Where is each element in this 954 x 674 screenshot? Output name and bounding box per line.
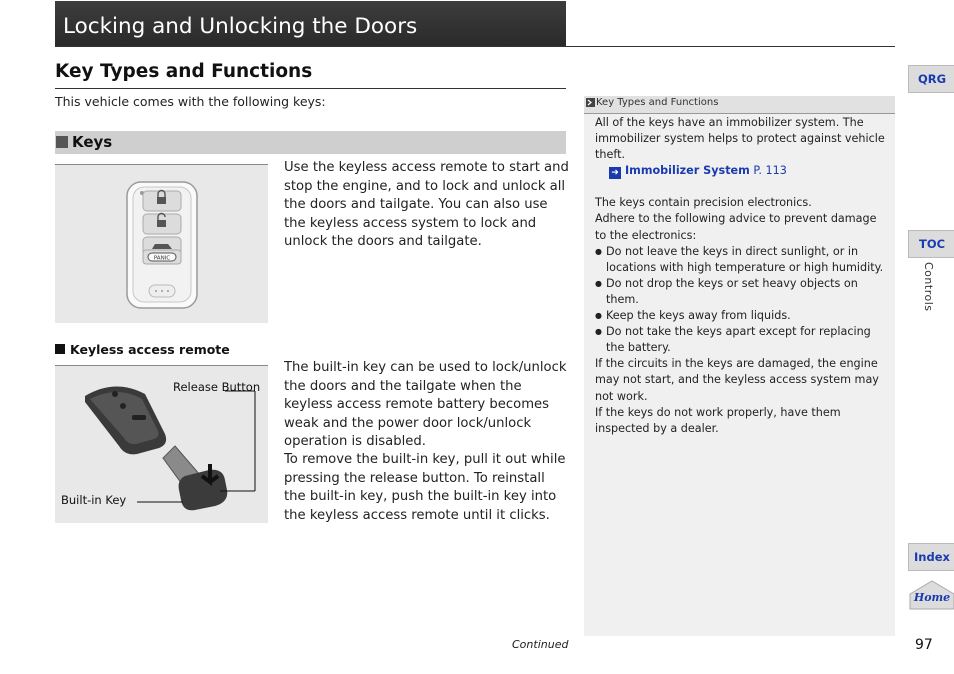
toc-tab[interactable]: TOC [908,230,954,258]
keys-heading-bar [55,131,566,154]
continued-indicator: Continued [512,638,569,651]
square-bullet-icon [55,344,65,354]
header-divider [55,46,895,47]
note-bullet: ● Do not take the keys apart except for replacing the battery. [595,324,887,356]
home-button[interactable] [908,580,954,610]
qrg-tab[interactable]: QRG [908,65,954,93]
note-bullet: ● Keep the keys away from liquids. [595,308,887,324]
side-note-heading: Key Types and Functions [596,97,719,108]
note-paragraph: If the keys do not work properly, have them inspected by a dealer. [595,405,841,435]
home-icon: Home [913,591,951,604]
reference-page[interactable]: P. 113 [753,164,787,178]
reference-arrow-icon: ➜ [609,167,621,179]
built-in-key-removal-instructions: To remove the built-in key, pull it out while pressing the release button. To reinstall the built-in key, push the built-in key into the keyless access remote until it clicks. [284,452,566,523]
chapter-side-label: Controls [922,262,935,312]
intro-text: This vehicle comes with the following keys: [55,94,326,109]
cross-reference[interactable] [595,163,887,179]
section-divider [55,88,566,89]
note-bullet: ● Do not leave the keys in direct sunlight, or in locations with high temperature or high humidity. [595,244,887,276]
keys-heading: Keys [72,133,113,151]
chapter-title: Locking and Unlocking the Doors [63,14,418,39]
note-bullet: ● Do not drop the keys or set heavy objects on them. [595,276,887,308]
index-tab[interactable]: Index [908,543,954,571]
note-marker-icon [586,98,595,107]
side-note-body [595,115,887,437]
note-paragraph: If the circuits in the keys are damaged, the engine may not start, and the keyless access system may not work. [595,357,879,403]
keyless-remote-description: Use the keyless access remote to start and stop the engine, and to lock and unlock all the doors and tailgate. You can also use the keyless access system to lock and unlock the doors and tailgate. [284,160,569,250]
note-paragraph: All of the keys have an immobilizer system. The immobilizer system helps to protect against vehicle theft. [595,116,885,162]
square-bullet-icon [56,136,68,148]
keyless-remote-figure [55,164,268,323]
built-in-key-description: The built-in key can be used to lock/unlock the doors and the tailgate when the keyless access remote battery becomes weak and the power door lock/unlock operation is disabled. [284,360,567,450]
panic-button-label: PANIC [153,255,171,262]
keyless-remote-illustration [55,165,268,323]
built-in-key-callout: Built-in Key [61,493,127,507]
release-button-callout: Release Button [173,380,261,394]
section-title: Key Types and Functions [55,61,313,82]
page-number: 97 [915,637,933,653]
immobilizer-system-link[interactable]: Immobilizer System [625,164,750,178]
keyless-remote-caption: Keyless access remote [70,342,230,357]
note-paragraph: The keys contain precision electronics. [595,196,812,210]
note-paragraph: Adhere to the following advice to prevent damage to the electronics: [595,212,877,242]
